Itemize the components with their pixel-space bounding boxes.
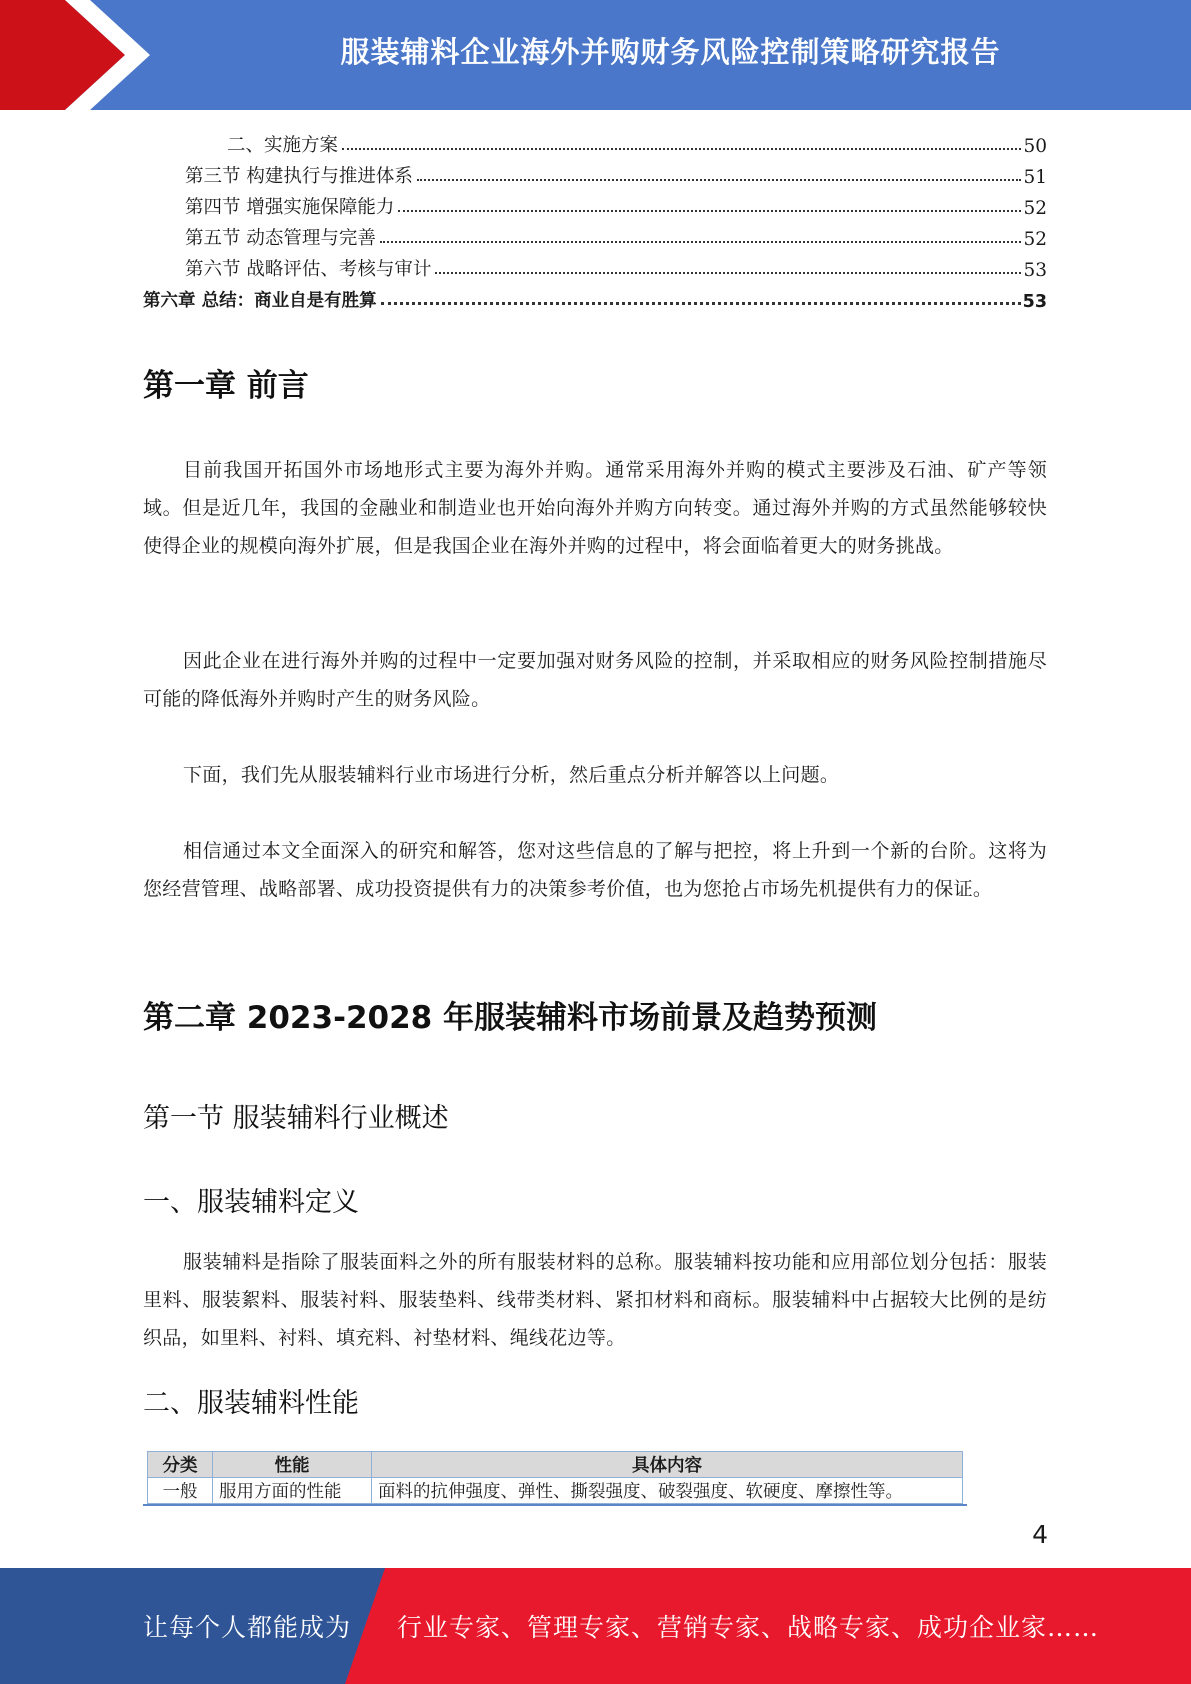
page-number: 4 [1032,1520,1048,1549]
toc-entry[interactable] [143,127,1047,157]
toc-entry-chapter[interactable] [143,282,1047,312]
toc-entry[interactable] [143,251,1047,281]
chapter-title: 第二章 2023-2028 年服装辅料市场前景及趋势预测 [143,1000,878,1036]
toc-entry-label: 第四节 增强实施保障能力 [185,197,395,218]
chevron-logo-icon [0,0,160,110]
toc-leader [398,210,1021,212]
paragraph: 目前我国开拓国外市场地形式主要为海外并购。通常采用海外并购的模式主要涉及石油、矿产等领域。但是近几年，我国的金融业和制造业也开始向海外并购方向转变。通过海外并购的方式虽然能够较快使得企业的规模向海外扩展，但是我国企业在海外并购的过程中，将会面临着更大的财务挑战。 [143,459,1047,557]
footer-slogan-left: 让每个人都能成为 [143,1613,352,1642]
paragraph: 服装辅料是指除了服装面料之外的所有服装材料的总称。服装辅料按功能和应用部位划分包括：服装里料、服装絮料、服装衬料、服装垫料、线带类材料、紧扣材料和商标。服装辅料中占据较大比例的是纺织品，如里料、衬料、填充料、衬垫材料、绳线花边等。 [143,1251,1047,1349]
table-cell: 面料的抗伸强度、弹性、撕裂强度、破裂强度、软硬度、摩擦性等。 [372,1478,963,1504]
page-header [0,0,1191,110]
toc-entry-label: 第五节 动态管理与完善 [185,228,376,249]
table-cell: 一般 [148,1478,213,1504]
table-cell: 服用方面的性能 [213,1478,372,1504]
paragraph: 下面，我们先从服装辅料行业市场进行分析，然后重点分析并解答以上问题。 [183,764,840,786]
paragraph: 相信通过本文全面深入的研究和解答，您对这些信息的了解与把控，将上升到一个新的台阶。这将为您经营管理、战略部署、成功投资提供有力的决策参考价值，也为您抢占市场先机提供有力的保证。 [143,840,1047,900]
toc-leader [381,302,1021,305]
toc-entry-label: 二、实施方案 [227,135,339,156]
toc-entry-page: 52 [1023,229,1047,250]
table-header-row [148,1452,963,1478]
toc-entry-page: 53 [1023,260,1047,281]
footer-slogan-right: 行业专家、管理专家、营销专家、战略专家、成功企业家…… [397,1613,1100,1642]
table-header: 具体内容 [372,1452,963,1478]
toc-entry-page: 52 [1023,198,1047,219]
performance-table [147,1451,963,1504]
toc-entry[interactable] [143,158,1047,188]
toc-leader [380,241,1022,243]
toc-entry-page: 53 [1022,292,1047,312]
toc-entry[interactable] [143,220,1047,250]
toc-leader [417,179,1022,181]
toc-entry-page: 50 [1023,136,1047,157]
header-title: 服装辅料企业海外并购财务风险控制策略研究报告 [340,34,1001,69]
toc-leader [342,148,1021,150]
toc-entry[interactable] [143,189,1047,219]
paragraph: 因此企业在进行海外并购的过程中一定要加强对财务风险的控制，并采取相应的财务风险控制措施尽可能的降低海外并购时产生的财务风险。 [143,650,1047,710]
toc-entry-label: 第三节 构建执行与推进体系 [185,166,413,187]
subsection-title: 二、服装辅料性能 [143,1388,359,1419]
toc-entry-label: 第六章 总结：商业自是有胜算 [143,291,377,311]
chapter-title: 第一章 前言 [143,368,309,404]
page-footer [0,1568,1191,1684]
table-header: 性能 [213,1452,372,1478]
toc-leader [435,272,1021,274]
table-underline [143,1504,967,1506]
table-header: 分类 [148,1452,213,1478]
toc-entry-page: 51 [1023,167,1047,188]
subsection-title: 一、服装辅料定义 [143,1187,359,1218]
table-row [148,1478,963,1504]
section-title: 第一节 服装辅料行业概述 [143,1103,449,1134]
toc-entry-label: 第六节 战略评估、考核与审计 [185,259,432,280]
